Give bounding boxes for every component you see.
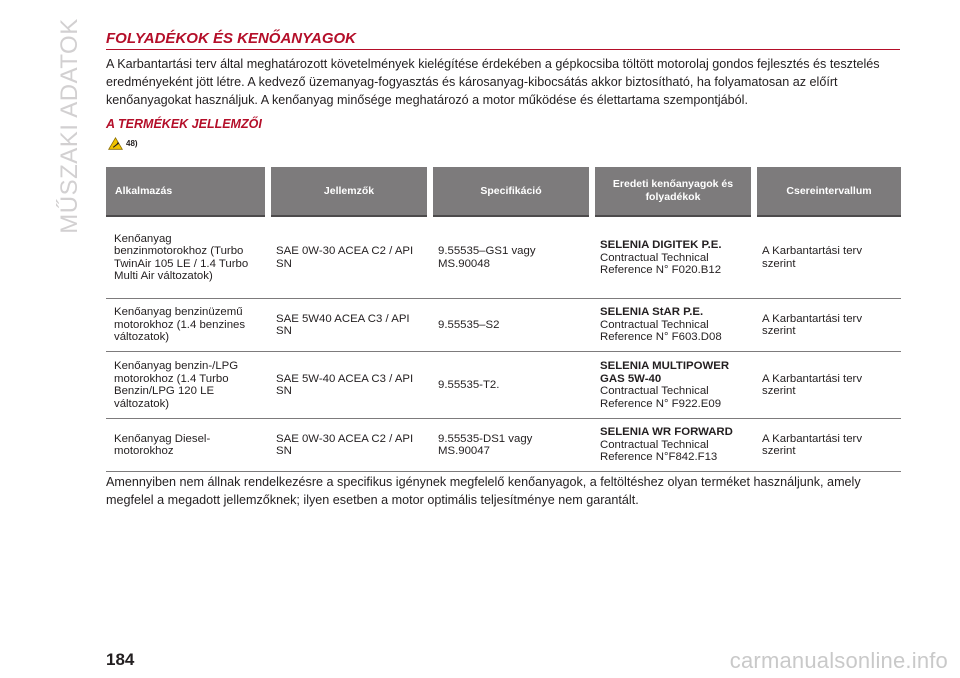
intro-paragraph: A Karbantartási terv által meghatározott követelmények kielégítése érdekében a gépkocsiba töltött motorolaj gondos fejlesztés és tesztelés eredményeként jött létre. A kedvező üzemanyag-fogyasztás és károsanyag-kibocsátás akkor biztosítható, ha folyamatosan az előírt kenőanyagokat használjuk. A kenőanyag minősége meghatározó a motor működése és élettartama szempontjából. (106, 57, 880, 107)
cell-product (592, 351, 754, 418)
page-heading: FOLYADÉKOK ÉS KENŐANYAGOK (106, 30, 900, 50)
cell-interval: A Karbantartási terv szerint (754, 418, 901, 471)
product-reference: Contractual Technical Reference N° F603.D08 (600, 318, 722, 344)
lubricant-table (106, 167, 901, 472)
product-name: SELENIA StAR P.E. (600, 306, 704, 319)
header-interval: Csereintervallum (754, 167, 901, 216)
product-name: SELENIA DIGITEK P.E. (600, 239, 722, 251)
cell-specification: 9.55535-DS1 vagy MS.90047 (430, 418, 592, 471)
cell-specification: 9.55535–S2 (430, 298, 592, 351)
product-name: SELENIA MULTIPOWER GAS 5W-40 (600, 360, 730, 385)
cell-application: Kenőanyag benzinmotorokhoz (Turbo TwinAir 105 LE / 1.4 Turbo Multi Air változatok) (106, 216, 268, 298)
section-side-title (54, 18, 86, 234)
header-specification: Specifikáció (430, 167, 592, 216)
cell-specification: 9.55535–GS1 vagy MS.90048 (430, 216, 592, 298)
cell-characteristics: SAE 0W-30 ACEA C2 / API SN (268, 418, 430, 471)
side-title-text: MŰSZAKI ADATOK (56, 18, 83, 234)
product-reference: Contractual Technical Reference N° F020.B12 (600, 251, 722, 276)
cell-application: Kenőanyag Diesel-motorokhoz (106, 418, 268, 471)
product-name: SELENIA WR FORWARD (600, 426, 733, 439)
cell-application: Kenőanyag benzinüzemű motorokhoz (1.4 benzines változatok) (106, 298, 268, 351)
cell-characteristics: SAE 5W-40 ACEA C3 / API SN (268, 351, 430, 418)
header-application: Alkalmazás (106, 167, 268, 216)
cell-product (592, 216, 754, 298)
header-original-lubricants: Eredeti kenőanyagok és folyadékok (592, 167, 754, 216)
watermark: carmanualsonline.info (729, 648, 948, 673)
cell-interval: A Karbantartási terv szerint (754, 216, 901, 298)
header-characteristics: Jellemzők (268, 167, 430, 216)
cell-application: Kenőanyag benzin-/LPG motorokhoz (1.4 Turbo Benzin/LPG 120 LE változatok) (106, 351, 268, 418)
product-reference: Contractual Technical Reference N°F842.F13 (600, 438, 718, 464)
table-row (106, 418, 901, 471)
cell-interval: A Karbantartási terv szerint (754, 298, 901, 351)
cell-product (592, 298, 754, 351)
warning-reference (108, 136, 900, 150)
table-row (106, 298, 901, 351)
cell-product (592, 418, 754, 471)
outro-paragraph: Amennyiben nem állnak rendelkezésre a specifikus igénynek megfelelő kenőanyagok, a feltöltéshez olyan terméket használjunk, amely megfelel a megadott jellemzőknek; ilyen esetben a motor optimális teljesítménye nem garantált. (106, 474, 861, 507)
table-row (106, 216, 901, 298)
warning-ref-number: 48) (126, 138, 138, 148)
table-header-row (106, 167, 901, 216)
cell-characteristics: SAE 5W40 ACEA C3 / API SN (268, 298, 430, 351)
subheading: A TERMÉKEK JELLEMZŐI (106, 117, 262, 131)
table-row (106, 351, 901, 418)
cell-specification: 9.55535-T2. (430, 351, 592, 418)
product-reference: Contractual Technical Reference N° F922.E09 (600, 385, 722, 410)
page-content (106, 30, 900, 509)
cell-characteristics: SAE 0W-30 ACEA C2 / API SN (268, 216, 430, 298)
page-number: 184 (106, 650, 135, 669)
cell-interval: A Karbantartási terv szerint (754, 351, 901, 418)
warning-triangle-icon (108, 137, 123, 150)
